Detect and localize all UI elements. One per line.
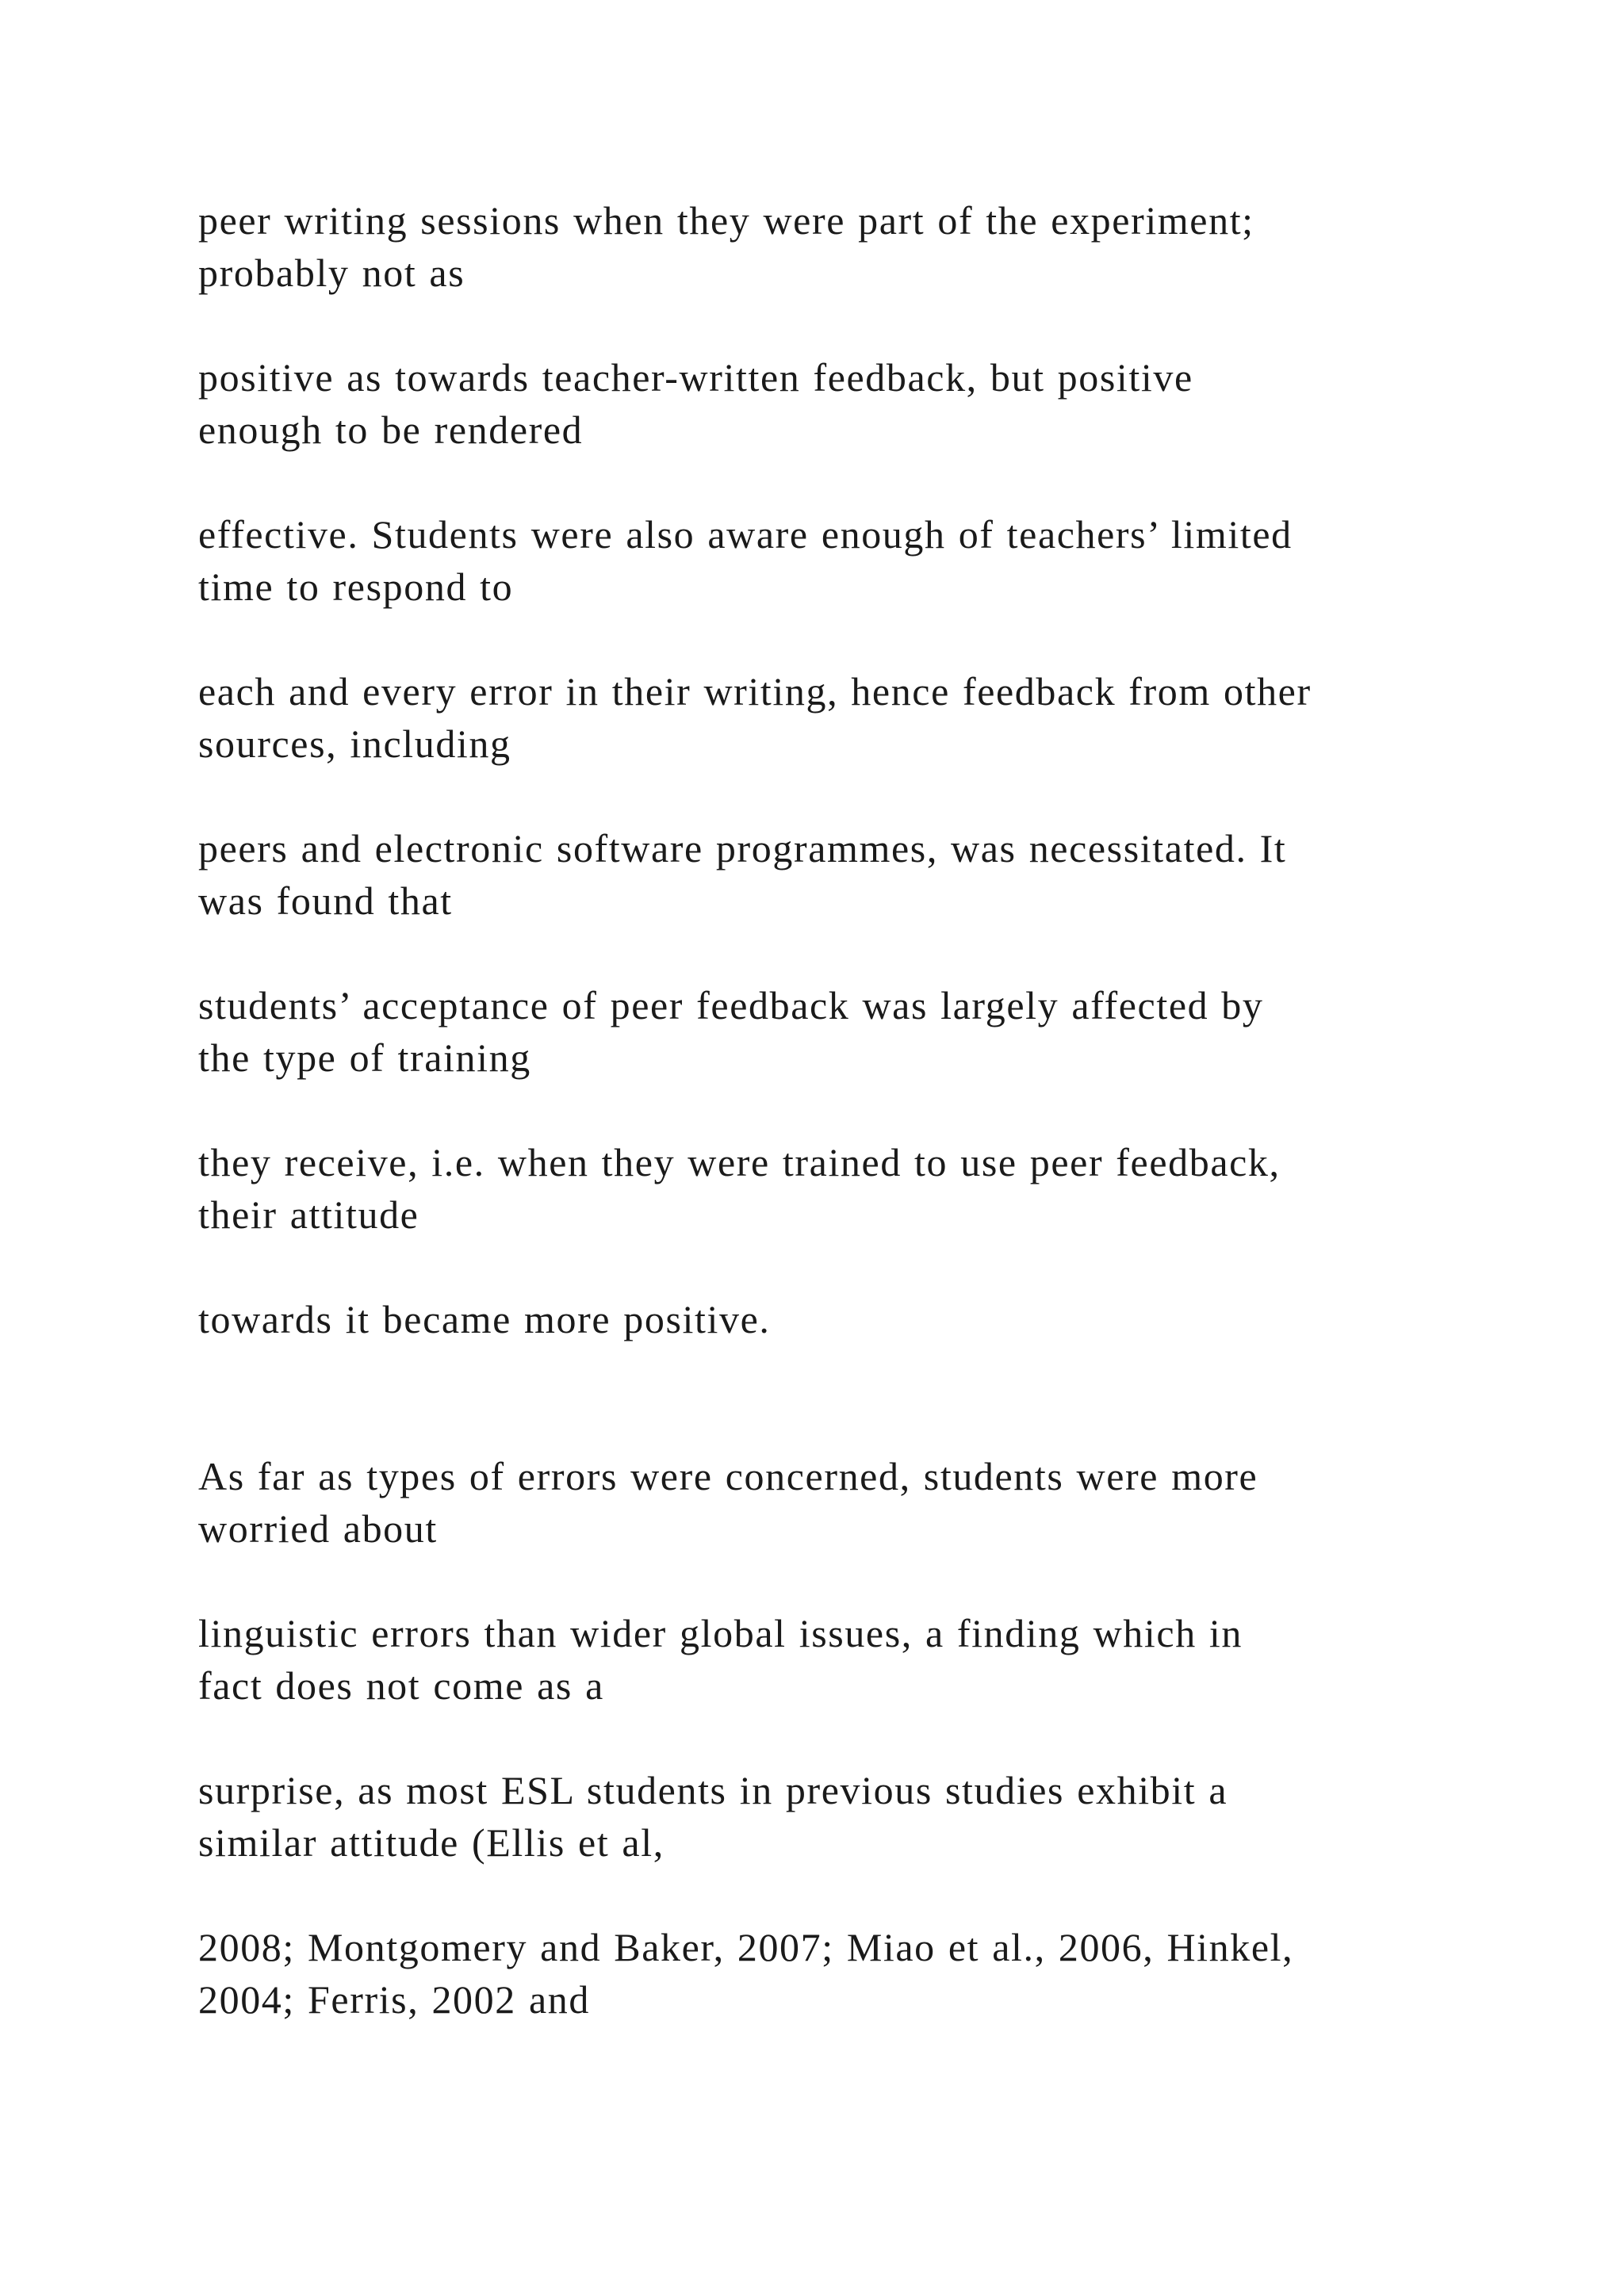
text-line: probably not as xyxy=(198,251,465,295)
body-text xyxy=(198,194,1467,2078)
text-line: surprise, as most ESL students in previous studies exhibit a xyxy=(198,1768,1228,1812)
paragraph xyxy=(198,1136,1467,1241)
text-line: 2008; Montgomery and Baker, 2007; Miao et al., 2006, Hinkel, xyxy=(198,1925,1294,1969)
paragraph xyxy=(198,1293,1467,1345)
text-line: similar attitude (Ellis et al, xyxy=(198,1820,665,1865)
paragraph xyxy=(198,1921,1467,2026)
text-line: students’ acceptance of peer feedback was largely affected by xyxy=(198,983,1264,1027)
paragraph xyxy=(198,351,1467,456)
paragraph xyxy=(198,1607,1467,1712)
paragraph xyxy=(198,508,1467,613)
text-line: fact does not come as a xyxy=(198,1663,604,1708)
text-line: 2004; Ferris, 2002 and xyxy=(198,1977,590,2022)
text-line: was found that xyxy=(198,878,453,923)
paragraph xyxy=(198,194,1467,299)
text-line: As far as types of errors were concerned, students were more xyxy=(198,1454,1258,1498)
text-line: each and every error in their writing, hence feedback from other xyxy=(198,669,1312,714)
paragraph xyxy=(198,665,1467,770)
text-line: their attitude xyxy=(198,1192,419,1237)
text-line: towards it became more positive. xyxy=(198,1297,771,1341)
text-line: time to respond to xyxy=(198,564,514,609)
text-line: enough to be rendered xyxy=(198,408,584,452)
text-line: effective. Students were also aware enough of teachers’ limited xyxy=(198,512,1293,557)
text-line: they receive, i.e. when they were trained to use peer feedback, xyxy=(198,1140,1281,1184)
paragraph xyxy=(198,822,1467,927)
text-line: peer writing sessions when they were part of the experiment; xyxy=(198,198,1254,243)
paragraph xyxy=(198,1764,1467,1869)
section-gap xyxy=(198,1398,1467,1450)
text-line: positive as towards teacher-written feedback, but positive xyxy=(198,355,1193,400)
text-line: worried about xyxy=(198,1506,438,1551)
text-line: peers and electronic software programmes, was necessitated. It xyxy=(198,826,1287,871)
text-line: sources, including xyxy=(198,721,511,766)
text-line: the type of training xyxy=(198,1035,531,1080)
text-line: linguistic errors than wider global issues, a finding which in xyxy=(198,1611,1243,1655)
paragraph xyxy=(198,979,1467,1084)
paragraph xyxy=(198,1450,1467,1555)
